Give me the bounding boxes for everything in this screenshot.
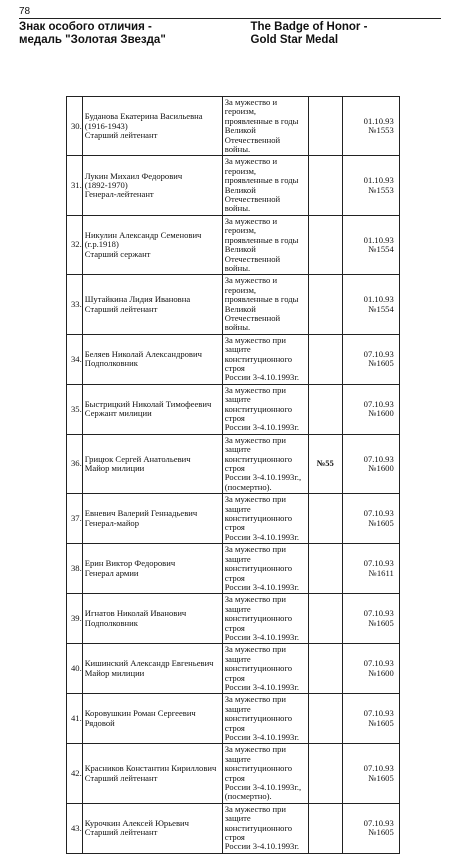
table-row [67,644,400,694]
award-reason-line: конституционного строя [224,513,293,533]
award-reason-cell [222,494,308,544]
table-row [67,334,400,384]
award-reason-line: За мужество при защите [224,803,287,824]
row-number: 39. [67,594,83,644]
certificate-number: №55 [308,434,342,493]
award-reason-line: конституционного строя [224,763,293,783]
award-reason-line: войны. [224,144,251,155]
recipient-detail: Старший лейтенант [84,772,158,783]
award-reason-line: Великой Отечественной [224,303,281,323]
decree-cell [342,97,399,156]
award-reason-line: проявленные в годы [224,294,299,305]
award-reason-cell [222,275,308,334]
row-number: 41. [67,694,83,744]
award-reason-line: конституционного строя [224,613,293,633]
certificate-number [308,156,342,215]
recipient-detail: Генерал армии [84,567,139,578]
decree-date: 01.10.93 [363,175,394,186]
decree-number: №1554 [368,244,394,255]
decree-number: №1600 [368,667,394,678]
recipient-detail: Старший лейтенант [84,303,158,314]
table-row [67,156,400,215]
awards-table [66,96,400,854]
certificate-number [308,97,342,156]
decree-number: №1554 [368,303,394,314]
decree-cell [342,434,399,493]
decree-date: 01.10.93 [363,294,394,305]
heading-ru-line2: медаль "Золотая Звезда" [19,34,166,46]
award-reason-line: За мужество при защите [224,494,287,514]
award-reason-line: проявленные в годы [224,115,299,126]
decree-number: №1605 [368,772,394,783]
heading-english [210,21,442,47]
award-reason-line: конституционного строя [224,563,293,583]
recipient-name: Коровушкин Роман Сергеевич [84,708,196,719]
award-reason-line: За мужество и героизм, [224,97,278,117]
heading-en-line2: Gold Star Medal [250,34,339,46]
award-reason-line: России 3-4.10.1993г. [224,581,300,592]
decree-number: №1600 [368,463,394,474]
award-reason-line: За мужество при защите [224,334,287,355]
recipient-name: Шутайкина Лидия Ивановна [84,294,191,305]
table-row [67,594,400,644]
recipient-detail: Сержант милиции [84,408,152,419]
decree-date: 07.10.93 [363,608,394,619]
table-row [67,803,400,853]
decree-cell [342,594,399,644]
award-reason-line: проявленные в годы [224,234,299,245]
recipient-cell [82,644,222,694]
award-reason-line: Великой Отечественной [224,125,281,145]
award-reason-line: России 3-4.10.1993г. [224,631,300,642]
award-reason-line: За мужество при защите [224,694,287,714]
decree-number: №1605 [368,358,394,369]
award-reason-line: России 3-4.10.1993г. [224,732,300,742]
row-number: 33. [67,275,83,334]
page-number: 78 [19,6,31,17]
decree-number: №1553 [368,125,394,136]
recipient-detail: (1916-1943) [84,120,128,131]
award-reason-line: конституционного строя [224,403,293,423]
certificate-number [308,334,342,384]
decree-date: 07.10.93 [363,817,394,828]
certificate-number [308,694,342,744]
recipient-name: Красников Константин Кириллович [84,763,217,774]
recipient-cell [82,215,222,274]
recipient-cell [82,594,222,644]
recipient-detail: Майор милиции [84,463,145,474]
award-reason-line: За мужество при защите [224,544,287,564]
award-reason-line: войны. [224,322,251,333]
heading-russian [19,21,210,47]
row-number: 31. [67,156,83,215]
recipient-detail: Рядовой [84,717,115,728]
recipient-cell [82,275,222,334]
award-reason-line: Великой Отечественной [224,244,281,264]
row-number: 40. [67,644,83,694]
recipient-cell [82,334,222,384]
decree-cell [342,156,399,215]
row-number: 38. [67,544,83,594]
decree-date: 07.10.93 [363,398,394,409]
recipient-name: Беляев Николай Александрович [84,348,202,359]
certificate-number [308,215,342,274]
recipient-name: Курочкин Алексей Юрьевич [84,817,189,828]
row-number: 30. [67,97,83,156]
recipient-detail: (г.р.1918) [84,239,119,250]
decree-number: №1553 [368,184,394,195]
row-number: 34. [67,334,83,384]
recipient-detail: Генерал-лейтенант [84,189,154,200]
award-reason-line: За мужество при защите [224,434,287,455]
decree-cell [342,215,399,274]
awards-table-body [67,97,400,854]
decree-number: №1611 [368,567,394,578]
award-reason-line: За мужество и героизм, [224,215,278,236]
recipient-detail: Старший сержант [84,248,151,259]
row-number: 32. [67,215,83,274]
decree-number: №1600 [368,408,394,419]
decree-date: 07.10.93 [363,453,394,464]
row-number: 35. [67,384,83,434]
recipient-name: Никулин Александр Семенович [84,229,202,240]
recipient-cell [82,744,222,803]
recipient-cell [82,694,222,744]
row-number: 37. [67,494,83,544]
award-reason-line: России 3-4.10.1993г. [224,372,300,383]
recipient-detail: Генерал-майор [84,517,140,528]
decree-number: №1605 [368,617,394,628]
award-reason-cell [222,434,308,493]
decree-date: 07.10.93 [363,708,394,719]
certificate-number [308,644,342,694]
recipient-cell [82,434,222,493]
row-number: 42. [67,744,83,803]
table-row [67,97,400,156]
award-reason-line: конституционного строя [224,353,293,373]
recipient-cell [82,803,222,853]
recipient-name: Ерин Виктор Федорович [84,558,176,569]
award-reason-line: (посмертно). [224,481,272,492]
decree-date: 07.10.93 [363,763,394,774]
decree-date: 01.10.93 [363,115,394,126]
award-reason-line: За мужество при защите [224,594,287,614]
table-row [67,215,400,274]
recipient-name: Лукин Михаил Федорович [84,170,183,181]
recipient-detail: Майор милиции [84,667,145,678]
decree-number: №1605 [368,517,394,528]
award-reason-line: (посмертно). [224,791,272,802]
award-reason-cell [222,215,308,274]
award-reason-line: России 3-4.10.1993г. [224,841,300,852]
award-reason-line: войны. [224,203,251,214]
row-number: 36. [67,434,83,493]
decree-number: №1605 [368,827,394,838]
award-reason-line: За мужество и героизм, [224,275,278,295]
recipient-name: Евневич Валерий Геннадьевич [84,508,198,519]
recipient-detail: Старший лейтенант [84,129,158,140]
award-reason-cell [222,544,308,594]
recipient-cell [82,156,222,215]
award-reason-cell [222,594,308,644]
award-reason-line: За мужество при защите [224,384,287,405]
award-reason-cell [222,694,308,744]
award-reason-cell [222,156,308,215]
decree-date: 07.10.93 [363,658,394,669]
page-header [19,21,441,47]
award-reason-line: России 3-4.10.1993г., [224,782,302,793]
table-row [67,744,400,803]
award-reason-line: войны. [224,262,251,273]
award-reason-line: За мужество при защите [224,644,287,664]
award-reason-cell [222,334,308,384]
decree-date: 01.10.93 [363,234,394,245]
recipient-cell [82,494,222,544]
recipient-detail: Старший лейтенант [84,827,158,838]
certificate-number [308,544,342,594]
recipient-name: Грицюк Сергей Анатольевич [84,453,191,464]
certificate-number [308,384,342,434]
recipient-cell [82,544,222,594]
award-reason-line: конституционного строя [224,713,293,733]
table-row [67,434,400,493]
award-reason-line: России 3-4.10.1993г. [224,531,300,542]
decree-date: 07.10.93 [363,558,394,569]
decree-cell [342,803,399,853]
recipient-name: Быстрицкий Николай Тимофеевич [84,398,212,409]
certificate-number [308,803,342,853]
award-reason-line: Великой Отечественной [224,184,281,205]
award-reason-line: конституционного строя [224,663,293,683]
award-reason-line: России 3-4.10.1993г. [224,681,300,692]
recipient-detail: Подполковник [84,358,138,369]
header-rule [19,18,441,19]
recipient-name: Игнатов Николай Иванович [84,608,187,619]
award-reason-cell [222,97,308,156]
recipient-cell [82,384,222,434]
recipient-name: Кишинский Александр Евгеньевич [84,658,214,669]
award-reason-line: проявленные в годы [224,175,299,186]
recipient-cell [82,97,222,156]
row-number: 43. [67,803,83,853]
decree-date: 07.10.93 [363,348,394,359]
award-reason-line: За мужество при защите [224,744,287,764]
decree-cell [342,744,399,803]
table-row [67,494,400,544]
heading-ru-line1: Знак особого отличия - [19,21,152,33]
certificate-number [308,594,342,644]
award-reason-cell [222,744,308,803]
decree-cell [342,494,399,544]
decree-cell [342,544,399,594]
certificate-number [308,494,342,544]
recipient-name: Буданова Екатерина Васильевна [84,111,203,122]
decree-cell [342,644,399,694]
award-reason-line: России 3-4.10.1993г., [224,472,302,483]
certificate-number [308,744,342,803]
awards-table-wrapper [66,96,400,854]
recipient-detail: Подполковник [84,617,138,628]
award-reason-cell [222,644,308,694]
heading-en-line1: The Badge of Honor - [250,21,368,33]
award-reason-line: За мужество и героизм, [224,156,278,176]
table-row [67,694,400,744]
decree-cell [342,384,399,434]
certificate-number [308,275,342,334]
decree-date: 07.10.93 [363,508,394,519]
award-reason-line: конституционного строя [224,453,293,474]
decree-cell [342,334,399,384]
award-reason-line: конституционного строя [224,822,293,843]
award-reason-cell [222,803,308,853]
decree-number: №1605 [368,717,394,728]
decree-cell [342,275,399,334]
table-row [67,384,400,434]
table-row [67,275,400,334]
recipient-detail: (1892-1970) [84,179,128,190]
award-reason-cell [222,384,308,434]
decree-cell [342,694,399,744]
table-row [67,544,400,594]
award-reason-line: России 3-4.10.1993г. [224,422,300,433]
